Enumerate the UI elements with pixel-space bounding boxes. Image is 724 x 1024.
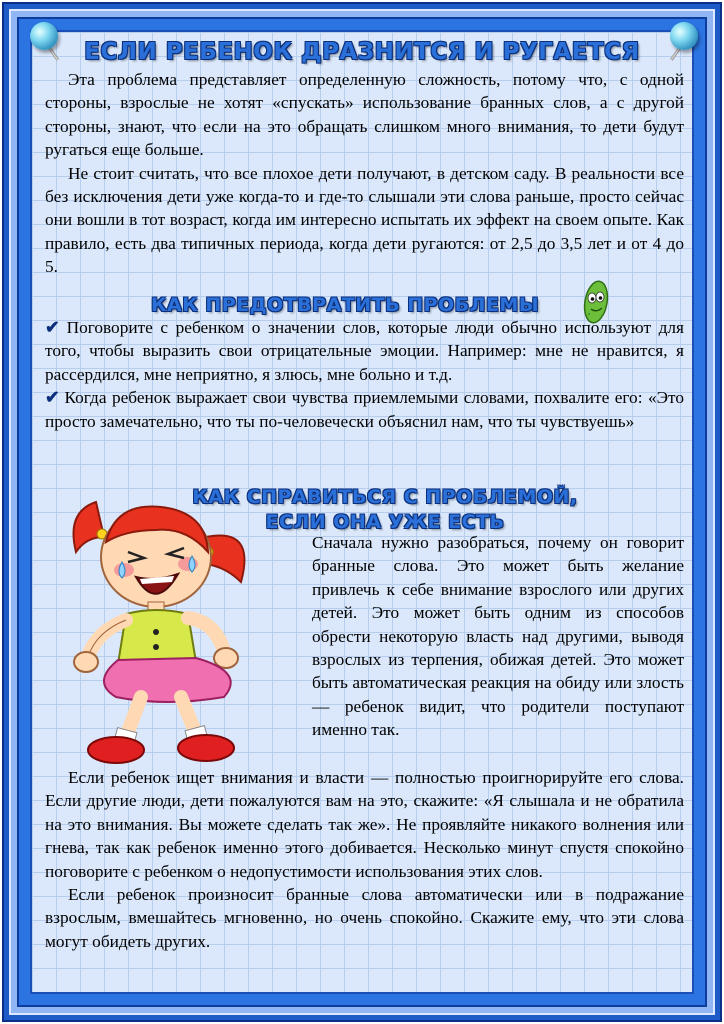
push-pin-icon [670, 22, 698, 50]
crying-girl-illustration [56, 482, 306, 772]
list-item-text: Когда ребенок выражает свои чувства приемлемыми словами, похвалите его: «Это просто замечательно, что ты по-человечески объяснил нам, что ты чувствуешь» [45, 388, 684, 431]
coping-paragraph-2: Если ребенок произносит бранные слова автоматически или в подражание взрослым, вмешайтесь мгновенно, но очень спокойно. Скажите ему, что эти слова могут обидеть других. [45, 885, 684, 951]
intro-text [45, 68, 684, 279]
intro-paragraph-2: Не стоит считать, что все плохое дети получают, в детском саду. В реальности все без исключения дети уже когда-то и где-то слышали эти слова раньше, просто сейчас они вошли в тот возраст, когда им интересно испытать их эффект на своем опыте. Как правило, есть два типичных периода, когда дети ругаются: от 2,5 до 3,5 лет и от 4 до 5. [45, 163, 684, 277]
list-item-text: Поговорите с ребенком о значении слов, которые люди обычно используют для того, чтобы выразить свои отрицательные эмоции. Например: мне не нравится, я рассердился, мне неприятно, я злюсь, мне больно и т.д. [45, 318, 684, 384]
list-item [45, 386, 684, 433]
checkmark-icon: ✔ [45, 318, 60, 337]
page-title: ЕСЛИ РЕБЕНОК ДРАЗНИТСЯ И РУГАЕТСЯ [84, 39, 640, 65]
intro-paragraph-1: Эта проблема представляет определенную сложность, потому что, с одной стороны, взрослые не хотят «спускать» использование бранных слов, а с другой стороны, знают, что если на это обращать слишком много внимания, то дети будут ругаться еще больше. [45, 70, 684, 160]
coping-side-text [312, 531, 684, 742]
coping-heading-line-1: КАК СПРАВИТЬСЯ С ПРОБЛЕМОЙ, [192, 486, 578, 508]
coping-text [45, 766, 684, 953]
list-item [45, 316, 684, 386]
prevention-heading: КАК ПРЕДОТВРАТИТЬ ПРОБЛЕМЫ [150, 294, 540, 316]
coping-heading-line-2: ЕСЛИ ОНА УЖЕ ЕСТЬ [265, 511, 505, 533]
checkmark-icon: ✔ [45, 388, 60, 408]
prevention-list [45, 316, 684, 433]
coping-side-paragraph: Сначала нужно разобраться, почему он говорит бранные слова. Это может быть желание привлечь к себе внимание взрослого или других детей. Это может быть одним из способов обрести некоторую власть над другими, выводя взрослых из терпения, обижая детей. Это может быть автоматическая реакция на обиду или злость — ребенок видит, что родители поступают именно так. [312, 533, 684, 740]
coping-paragraph-1: Если ребенок ищет внимания и власти — полностью проигнорируйте его слова. Если другие люди, дети пожалуются вам на это, скажите: «Я слышала и не обратила на это внимания. Вы можете сделать так же». Не проявляйте никакого волнения или гнева, так как ребенок именно этого добивается. Несколько минут спустя спокойно поговорите с ребенком о недопустимости использования этих слов. [45, 768, 684, 881]
